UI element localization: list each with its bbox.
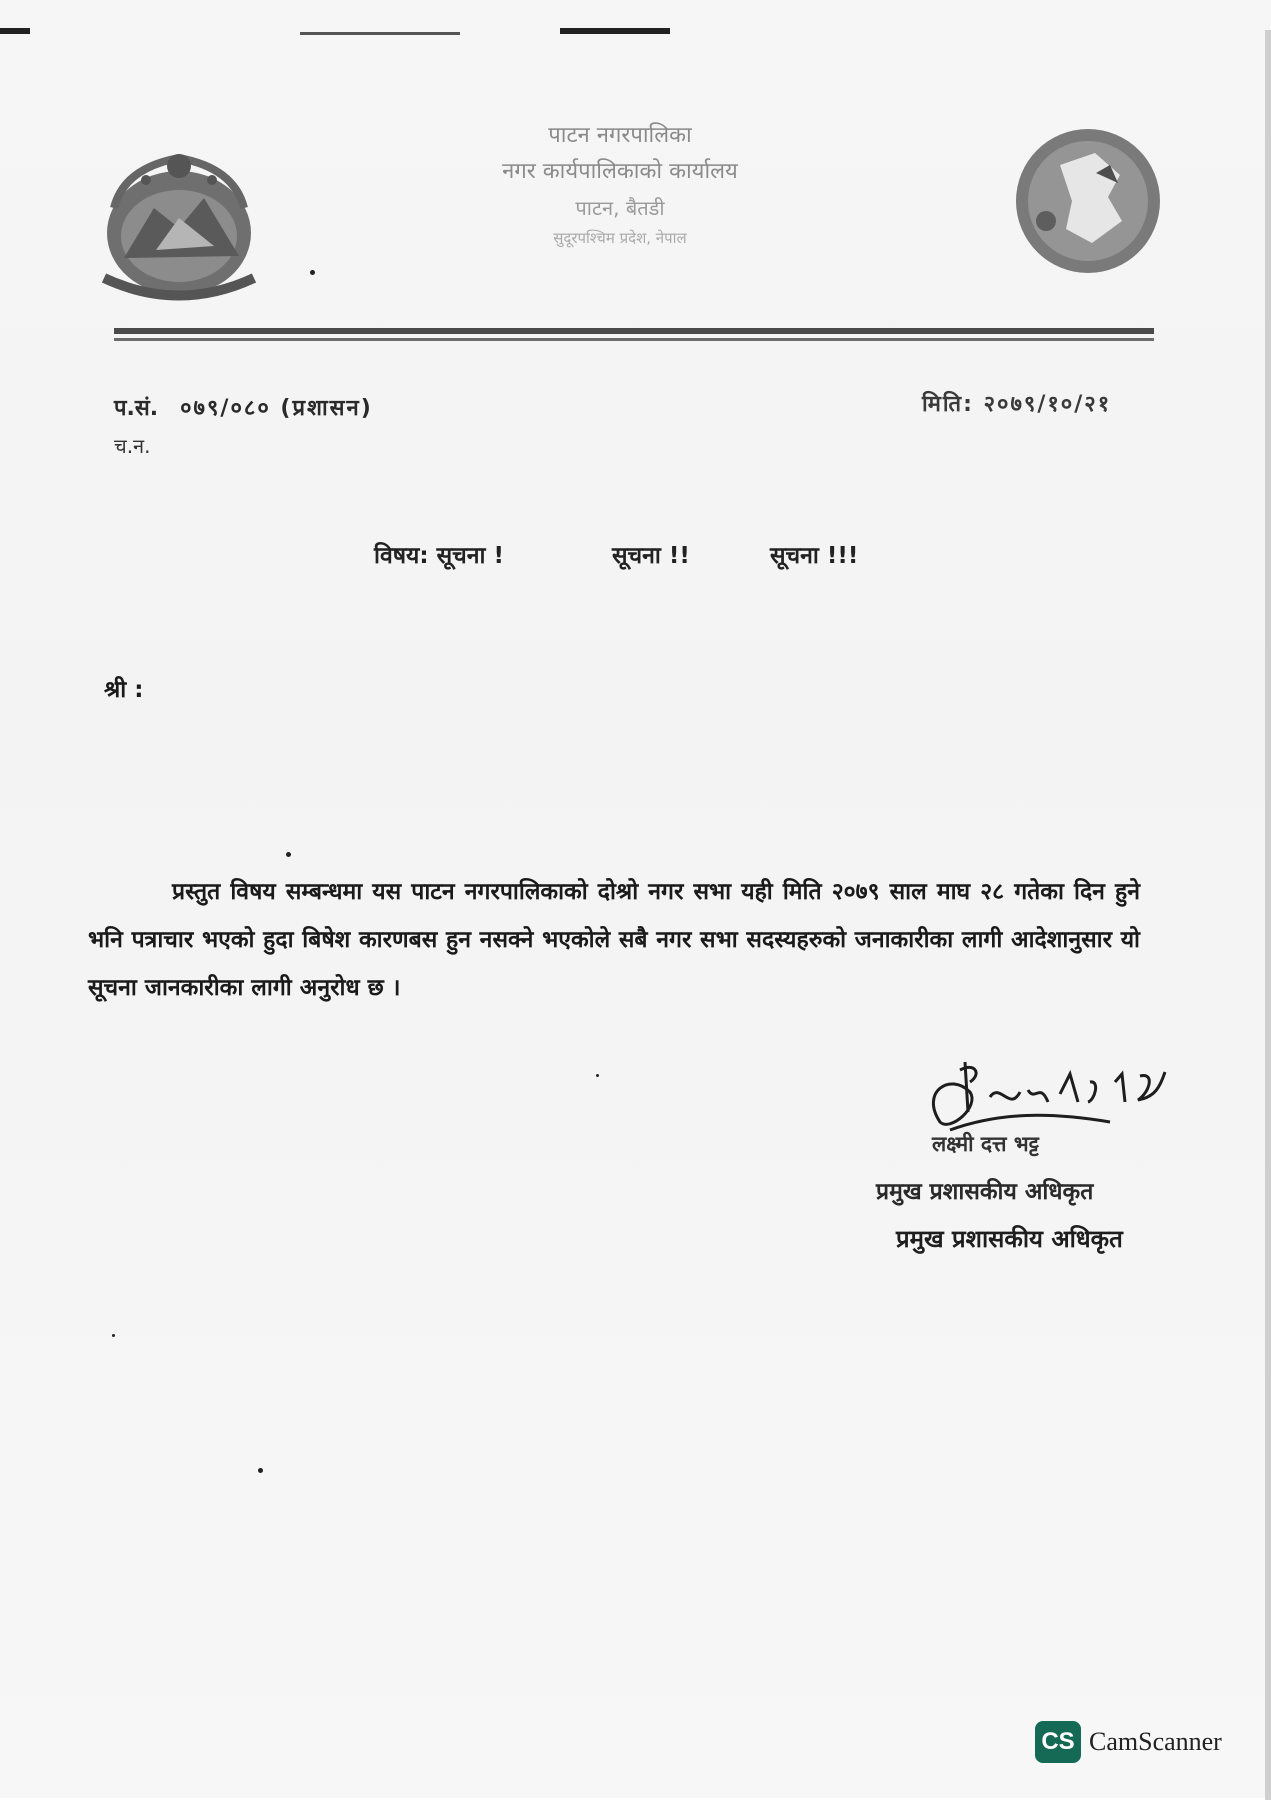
scan-speck: [310, 270, 315, 275]
scan-speck: [112, 1334, 115, 1337]
letterhead-province: सुदूरपश्चिम प्रदेश, नेपाल: [553, 229, 687, 247]
scan-edge-shadow: [1265, 30, 1271, 1800]
camscanner-watermark: [1035, 1720, 1222, 1764]
nepal-emblem-logo: [84, 138, 274, 318]
subject-notice-2: सूचना !!: [612, 543, 690, 569]
scan-speck: [286, 852, 291, 857]
letter-date: [922, 388, 1111, 418]
scan-speck: [258, 1468, 263, 1473]
dispatch-number-label: च.न.: [114, 434, 151, 458]
salutation: श्री :: [104, 677, 144, 703]
subject-line: विषय: सूचना !: [374, 543, 504, 569]
letterhead-municipality: पाटन नगरपालिका: [548, 123, 692, 148]
signatory-name: लक्ष्मी दत्त भट्ट: [932, 1132, 1039, 1156]
scan-edge-artifact: [0, 28, 1271, 44]
camscanner-label: CamScanner: [1089, 1727, 1222, 1756]
letterhead-divider-thin: [114, 338, 1154, 341]
date-label: मिति:: [922, 392, 974, 417]
municipality-logo: [1000, 125, 1180, 275]
reference-number: [114, 392, 373, 422]
letterhead-location: पाटन, बैतडी: [575, 196, 665, 220]
letter-body: प्रस्तुत विषय सम्बन्धमा यस पाटन नगरपालिकाको दोश्रो नगर सभा यही मिति २०७९ साल माघ २८ गतेका दिन हुने भनि पत्राचार भएको हुदा बिषेश कारणबस हुन नसक्ने भएकोले सबै नगर सभा सदस्यहरुको जनाकारीका लागी आदेशानुसार यो सूचना जानकारीका लागी अनुरोध छ ।: [88, 879, 1140, 1001]
scan-speck: [596, 1074, 599, 1077]
letterhead: [420, 118, 820, 250]
reference-value: ०७९/०८० (प्रशासन): [180, 396, 373, 421]
subject-notice-3: सूचना !!!: [770, 543, 859, 569]
letterhead-divider: [114, 328, 1154, 334]
camscanner-logo-icon: CS: [1035, 1721, 1081, 1763]
signatory-title: प्रमुख प्रशासकीय अधिकृत: [876, 1179, 1094, 1205]
date-value: २०७९/१०/२१: [983, 392, 1112, 417]
letterhead-office: नगर कार्यपालिकाको कार्यालय: [502, 159, 738, 184]
reference-label: प.सं.: [114, 396, 159, 421]
designation-stamp: प्रमुख प्रशासकीय अधिकृत: [896, 1225, 1123, 1253]
